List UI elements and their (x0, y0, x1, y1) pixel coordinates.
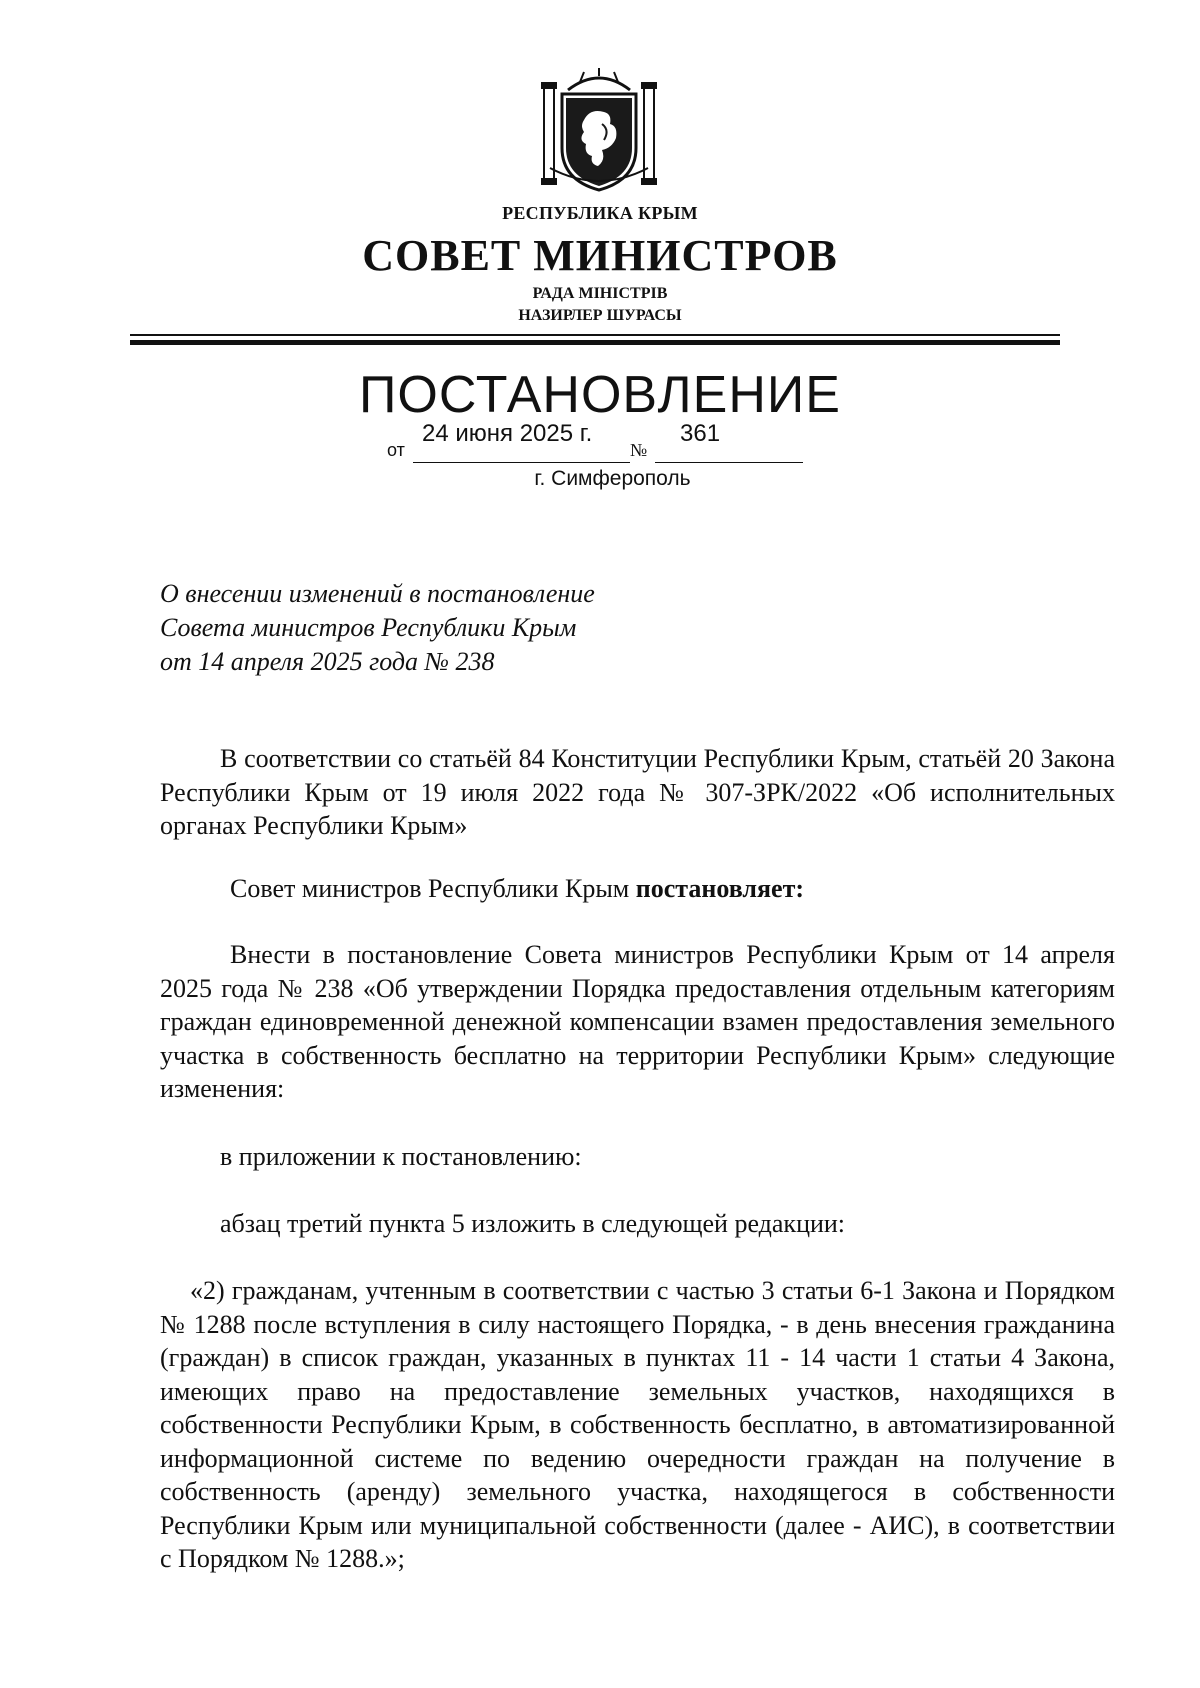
date-underline (413, 462, 630, 463)
subject-line: Совета министров Республики Крым (160, 613, 577, 642)
decree-number: 361 (680, 420, 721, 447)
council-title-ukrainian: РАДА МІНІСТРІВ (532, 285, 668, 302)
header-divider-thin (130, 334, 1060, 336)
council-title: СОВЕТ МИНИСТРОВ (362, 231, 838, 280)
decree-subject (160, 577, 860, 679)
clause-paragraph: абзац третий пункта 5 изложить в следующей редакции: (220, 1209, 846, 1238)
header-divider-thick (130, 340, 1060, 345)
number-underline (655, 462, 803, 463)
document-type-title: ПОСТАНОВЛЕНИЕ (359, 366, 841, 424)
preamble-paragraph: В соответствии со статьёй 84 Конституции Республики Крым, статьёй 20 Закона Республики Крым от 19 июля 2022 года № 307-ЗРК/2022 «Об исполнительных органах Республики Крым» (160, 744, 1115, 840)
resolution-paragraph (160, 872, 1115, 906)
resolution-verb: постановляет: (635, 874, 805, 903)
appendix-paragraph: в приложении к постановлению: (220, 1142, 582, 1171)
amendment-paragraph: Внести в постановление Совета министров Республики Крым от 14 апреля 2025 года № 238 «Об утверждении Порядка предоставления отдельным категориям граждан единовременной денежной компенсации взамен предоставления земельного участка в собственность бесплатно на территории Республики Крым» следующие изменения: (160, 940, 1115, 1103)
council-title-crimean-tatar: НАЗИРЛЕР ШУРАСЫ (518, 307, 682, 324)
new-wording-paragraph: «2) гражданам, учтенным в соответствии с частью 3 статьи 6-1 Закона и Порядком № 1288 после вступления в силу настоящего Порядка, - в день внесения гражданина (граждан) в список граждан, указанных в пунктах 11 - 14 части 1 статьи 4 Закона, имеющих право на предоставление земельных участков, находящихся в собственности Республики Крым, в собственность бесплатно, в автоматизированной информационной системе по ведению очередности граждан на получение в собственность (аренду) земельного участка, находящегося в собственности Республики Крым или муниципальной собственности (далее - АИС), в соответствии с Порядком № 1288.»; (160, 1276, 1115, 1573)
number-label: № (630, 440, 648, 460)
date-label: от (387, 440, 405, 460)
republic-name: РЕСПУБЛИКА КРЫМ (502, 203, 698, 223)
coat-of-arms-icon (540, 68, 658, 194)
resolution-lead: Совет министров Республики Крым (230, 874, 636, 903)
subject-line: О внесении изменений в постановление (160, 579, 595, 608)
decree-date: 24 июня 2025 г. (422, 420, 593, 447)
city-name: г. Симферополь (534, 467, 691, 490)
subject-line: от 14 апреля 2025 года № 238 (160, 647, 495, 676)
